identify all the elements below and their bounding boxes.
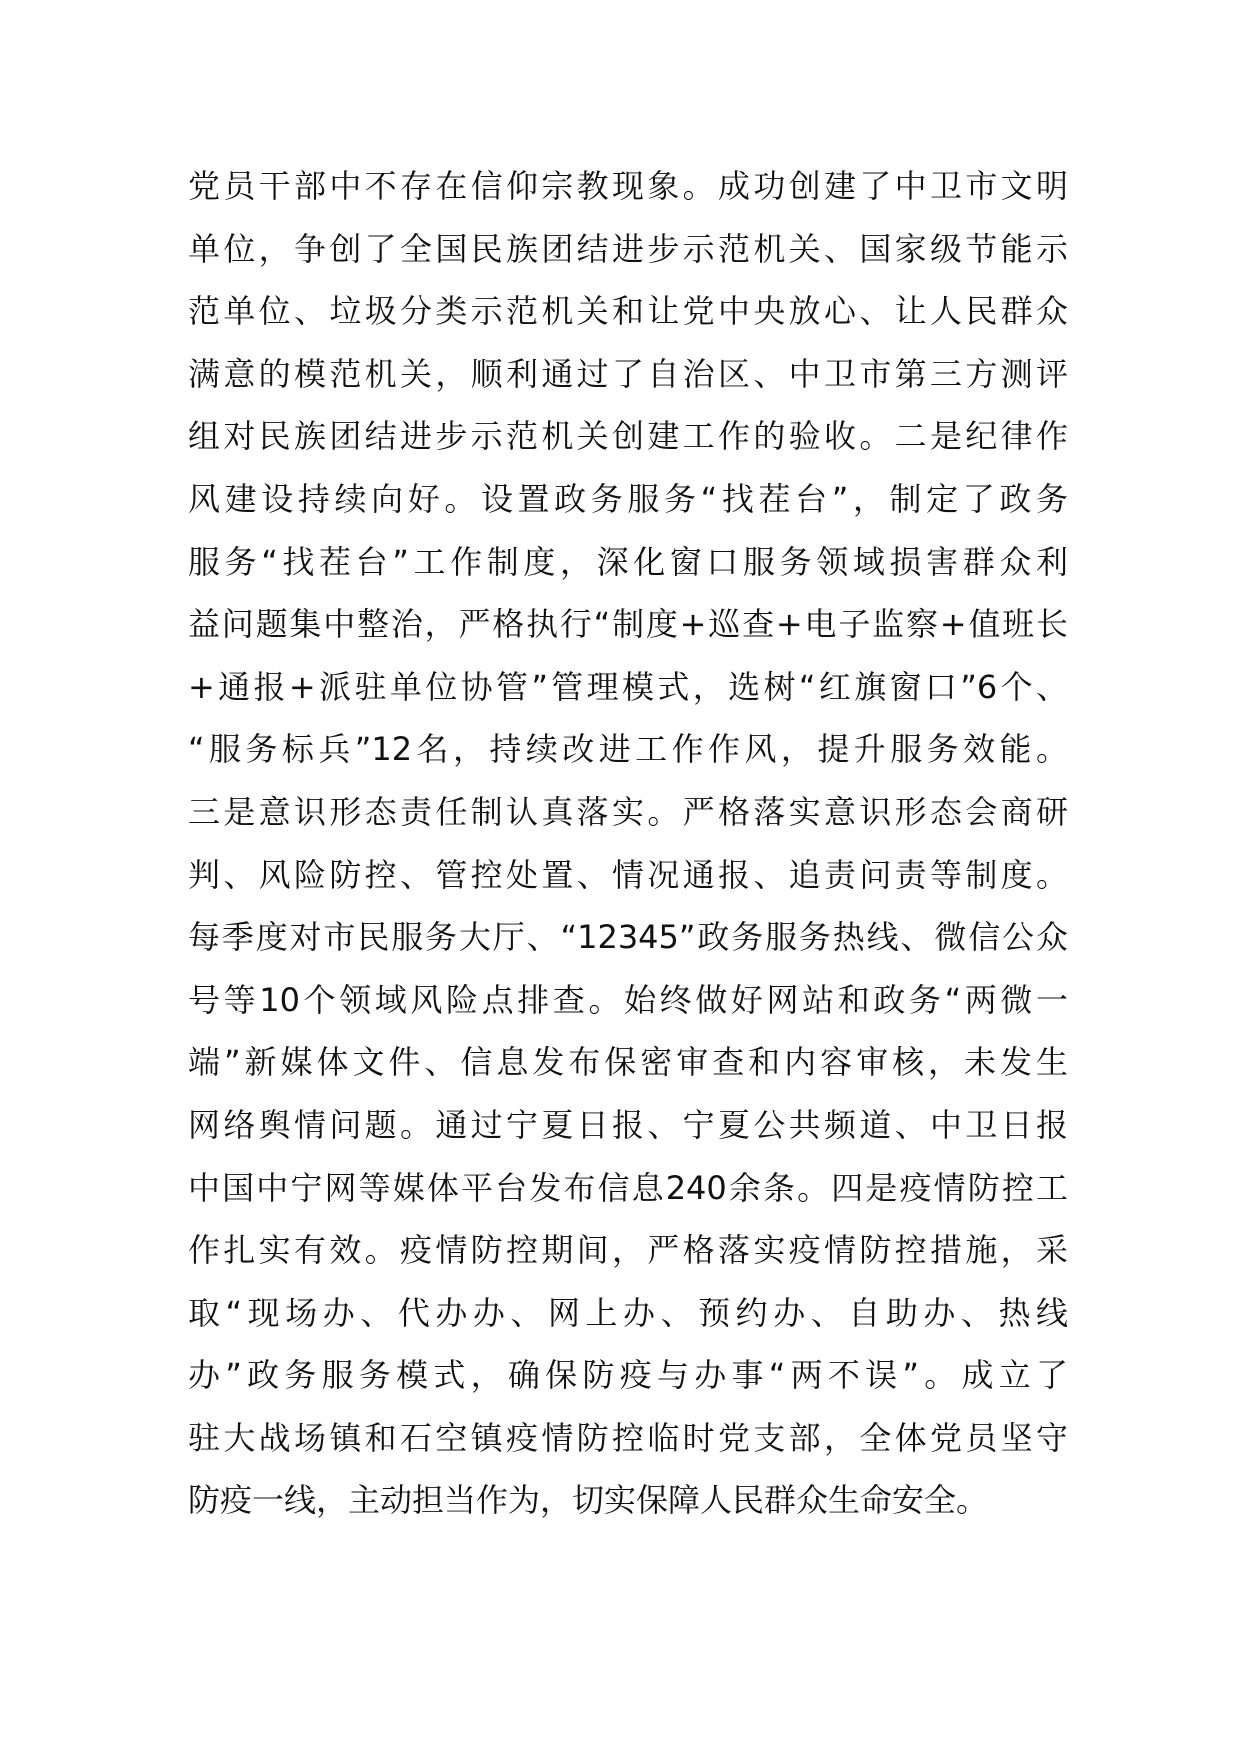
text-line: 判、风险防控、管控处置、情况通报、追责问责等制度。 [188,855,1068,894]
text-line: 单位，争创了全国民族团结进步示范机关、国家级节能示 [188,229,1068,268]
text-line: 端”新媒体文件、信息发布保密审查和内容审核，未发生 [188,1043,1068,1082]
text-line: 取“现场办、代办办、网上办、预约办、自助办、热线 [188,1293,1068,1332]
text-line: 满意的模范机关，顺利通过了自治区、中卫市第三方测评 [188,354,1068,393]
text-line: 每季度对市民服务大厅、“12345”政务服务热线、微信公众 [188,918,1068,957]
text-line: 三是意识形态责任制认真落实。严格落实意识形态会商研 [188,792,1068,831]
text-line: 号等10个领域风险点排查。始终做好网站和政务“两微一 [188,980,1068,1019]
text-line: 组对民族团结进步示范机关创建工作的验收。二是纪律作 [188,417,1068,456]
text-line: 驻大战场镇和石空镇疫情防控临时党支部，全体党员坚守 [188,1418,1068,1457]
text-line: 中国中宁网等媒体平台发布信息240余条。四是疫情防控工 [188,1168,1068,1207]
document-body-text [188,155,1068,1532]
text-line: 防疫一线，主动担当作为，切实保障人民群众生命安全。 [188,1481,989,1520]
text-line: “服务标兵”12名，持续改进工作作风，提升服务效能。 [188,730,1068,769]
text-line: 风建设持续向好。设置政务服务“找茬台”，制定了政务 [188,479,1068,518]
text-line: 益问题集中整治，严格执行“制度+巡查+电子监察+值班长 [188,605,1068,644]
text-line: 作扎实有效。疫情防控期间，严格落实疫情防控措施，采 [188,1231,1068,1270]
text-line: 办”政务服务模式，确保防疫与办事“两不误”。成立了 [188,1356,1068,1395]
text-line: 范单位、垃圾分类示范机关和让党中央放心、让人民群众 [188,292,1068,331]
text-line: +通报+派驻单位协管”管理模式，选树“红旗窗口”6个、 [188,667,1068,706]
text-line: 服务“找茬台”工作制度，深化窗口服务领域损害群众利 [188,542,1068,581]
text-line: 党员干部中不存在信仰宗教现象。成功创建了中卫市文明 [188,167,1068,205]
text-line: 网络舆情问题。通过宁夏日报、宁夏公共频道、中卫日报 [188,1105,1068,1144]
